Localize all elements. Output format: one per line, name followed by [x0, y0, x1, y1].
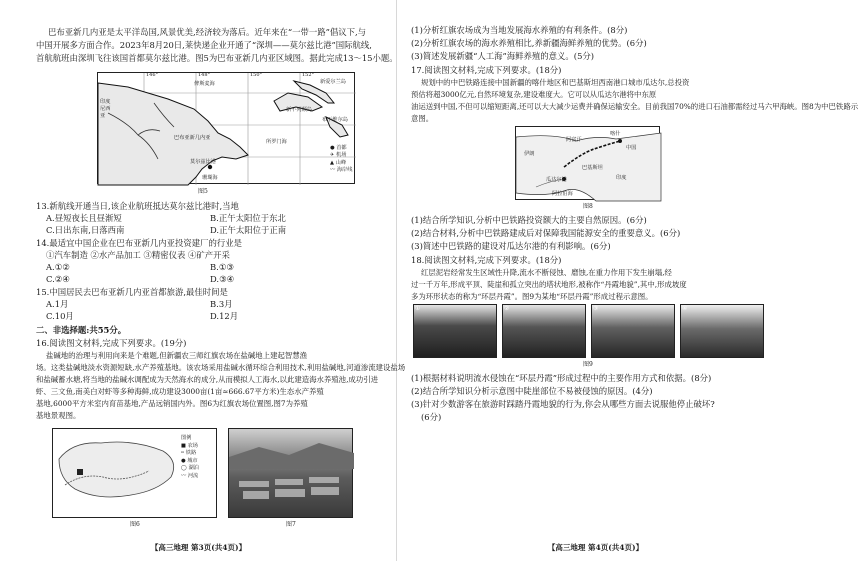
figure-7-photo	[228, 428, 353, 518]
section-heading: 二、非选择题:共55分。	[36, 325, 127, 335]
q17-sub: (1)结合所学知识,分析中巴铁路投资额大的主要自然原因。(6分)	[411, 215, 647, 225]
intro-line: 中国开展多方面合作。2023年8月20日,莱快递企业开通了“深圳——莫尔兹比港”国际航线,	[36, 40, 372, 50]
stage-label: ③	[593, 305, 599, 312]
map-label: 新不列颠岛	[286, 107, 312, 113]
question-16: 16.阅读图文材料,完成下列要求。(19分)	[36, 338, 187, 348]
map-label: 巴布亚新几内亚	[174, 135, 211, 141]
figure-5-map	[97, 72, 355, 184]
q16-body: 和盐碱蓄水塘,将当地的盐碱水调配成为天然海水的成分,从而模拟人工海水,以此建造海水养殖池,成功引进	[36, 375, 378, 384]
question-18: 18.阅读图文材料,完成下列要求。(18分)	[411, 255, 562, 265]
page-footer: 【高三地理 第3页(共4页)】	[150, 542, 247, 552]
figure-caption: 图7	[286, 521, 296, 528]
map-label: 中国	[626, 145, 637, 151]
option: A.昼短夜长且昼渐短	[46, 213, 122, 223]
stage-label: ①	[415, 305, 421, 312]
map-label: 阿富汗	[566, 137, 582, 143]
map-label: 莫尔兹比港	[190, 159, 216, 165]
q16-sub: (2)分析红旗农场的海水养殖相比,养新疆海鲜养殖的优势。(6分)	[411, 38, 647, 48]
map-6-legend: 图例 ■ 农场 ┅ 铁路 ● 城市 ◯ 湖泊 〰 河流	[181, 435, 199, 479]
map-5-svg	[98, 73, 356, 185]
legend-title: 图例	[181, 435, 192, 441]
map-label: 珊瑚海	[202, 175, 218, 181]
lon-label: 146°	[146, 72, 159, 78]
legend-rail: 铁路	[185, 450, 197, 457]
q18-sub: (6分)	[421, 412, 442, 422]
legend-farm: 农场	[187, 442, 198, 449]
q18-body: 红层泥岩经常发生区域性升降,流水不断侵蚀、磨蚀,在重力作用下发生崩塌,经	[421, 268, 672, 277]
q16-sub: (3)简述发展新疆“人工海”海鲜养殖的意义。(5分)	[411, 51, 595, 61]
legend-coast: 海岸线	[336, 166, 353, 173]
option: B.①③	[210, 262, 234, 272]
q17-body: 油运送到中国,不但可以缩短距离,还可以大大减少运费并确保运输安全。目前我国70%的进口石油都需经过马六甲海峡。图8为中巴铁路示	[411, 102, 858, 111]
stage-panel	[413, 304, 497, 358]
figure-caption: 图8	[583, 203, 593, 210]
option: A.①②	[46, 262, 70, 272]
figure-8-map	[515, 126, 660, 200]
legend-airport: 机场	[336, 152, 347, 159]
items: ①汽车制造 ②水产品加工 ③精密仪表 ④矿产开采	[46, 250, 230, 260]
q17-body: 意图。	[411, 114, 434, 123]
figure-caption: 图9	[583, 361, 593, 368]
option: A.1月	[46, 299, 69, 309]
figure-9-diagram	[413, 304, 765, 358]
q16-sub: (1)分析红旗农场成为当地发展海水养殖的有利条件。(8分)	[411, 25, 628, 35]
question-17: 17.阅读图文材料,完成下列要求。(18分)	[411, 65, 562, 75]
q18-sub: (3)针对少数游客在旅游时踩踏丹霞地貌的行为,你会从哪些方面去说服他停止破坏?	[411, 399, 715, 409]
legend-city: 城市	[187, 457, 198, 464]
map-legend: ● 首都 ✈ 机场 ▲ 山峰 〰 海岸线	[330, 145, 353, 173]
farm-marker	[77, 469, 83, 475]
map-8-svg	[516, 127, 661, 201]
q16-body: 基地,6000平方米室内育苗基地,产品远销国内外。图6为红旗农场位置图,图7为养殖	[36, 399, 308, 408]
q18-body: 多为环形状态的称为“环层丹霞”。图9为某地“环层丹霞”形成过程示意图。	[411, 292, 653, 301]
q16-body: 盐碱地的治理与利用向来是个难题,但新疆农三师红旗农场在盐碱地上建起智慧渔	[46, 351, 308, 360]
legend-capital: 首都	[336, 145, 347, 151]
map-label: 喀什	[610, 131, 621, 137]
map-label: 巴基斯坦	[582, 165, 603, 171]
lon-label: 150°	[250, 72, 263, 78]
figure-6-map	[52, 428, 217, 518]
option: D.12月	[210, 311, 239, 321]
map-label: 伊朗	[524, 151, 535, 157]
q17-sub: (2)结合材料,分析中巴铁路建成后对保障我国能源安全的重要意义。(6分)	[411, 228, 681, 238]
q16-body: 场。这类盐碱地淡水资源短缺,水产养殖基地。该农场采用盐碱水循环综合利用技术,利用盐碱地,河道渗流建设盐场	[36, 363, 406, 372]
q17-body: 规划中的中巴铁路连接中国新疆的喀什地区和巴基斯坦西南港口城市瓜达尔,总投资	[421, 78, 690, 87]
page-3	[0, 0, 406, 561]
q16-body: 基地景观图。	[36, 411, 81, 420]
photo-7-svg	[229, 429, 354, 519]
legend-lake: 湖泊	[188, 465, 199, 472]
q17-sub: (3)简述中巴铁路的建设对瓜达尔港的有利影响。(6分)	[411, 241, 611, 251]
page-footer: 【高三地理 第4页(共4页)】	[547, 542, 644, 552]
q16-body: 虾、三文鱼,南美白对虾等多种海鲜,成功建设3000亩(1亩≈666.67平方米)生态水产养殖	[36, 387, 324, 396]
q18-sub: (1)根据材料说明流水侵蚀在“环层丹霞”形成过程中的主要作用方式和依据。(8分)	[411, 373, 712, 383]
map-label: 俾斯麦海	[194, 81, 215, 87]
lon-label: 152°	[302, 72, 315, 78]
intro-line: 巴布亚新几内亚是太平洋岛国,风景优美,经济较为落后。近年来在“一带一路”倡议下,与	[48, 27, 367, 37]
stage-panel	[502, 304, 586, 358]
q17-body: 预估将超3000亿元,自然环境复杂,建设难度大。它可以从瓜达尔港将中东原	[411, 90, 657, 99]
q18-sub: (2)结合所学知识分析示意图中陡崖部位不易被侵蚀的原因。(4分)	[411, 386, 653, 396]
legend-peak: 山峰	[335, 159, 347, 166]
stage-label: ②	[504, 305, 510, 312]
map-label: 阿拉伯海	[552, 191, 573, 197]
question-14: 14.最适宜中国企业在巴布亚新几内亚投资建厂的行业是	[36, 238, 242, 248]
option: C.②④	[46, 274, 70, 284]
stage-panel	[680, 304, 764, 358]
stage-label: ④	[682, 305, 688, 312]
option: C.日出东南,日落西南	[46, 225, 125, 235]
stage-panel	[591, 304, 675, 358]
legend-river: 河流	[187, 472, 199, 479]
q18-body: 过一千万年,形成平顶、陡崖和孤立突出的塔状地形,被称作“丹霞地貌”,其中,形成坡度	[411, 280, 687, 289]
option: D.③④	[210, 274, 235, 284]
map-label: 印度	[616, 175, 627, 181]
map-label: 新爱尔兰岛	[320, 79, 346, 85]
map-label: 所罗门海	[266, 139, 287, 145]
page-4	[397, 0, 858, 561]
option: B.正午太阳位于东北	[210, 213, 286, 223]
map-label: 印度尼西亚	[100, 99, 111, 119]
option: C.10月	[46, 311, 74, 321]
intro-line: 首航航班由深圳飞往该国首都莫尔兹比港。图5为巴布亚新几内亚区域图。据此完成13～15小题。	[36, 53, 398, 63]
option: D.正午太阳位于正南	[210, 225, 287, 235]
option: B.3月	[210, 299, 233, 309]
lon-label: 148°	[198, 72, 211, 78]
map-label: 瓜达尔港	[546, 177, 567, 183]
figure-caption: 图6	[130, 521, 140, 528]
figure-caption: 图5	[198, 188, 208, 195]
question-13: 13.新航线开通当日,该企业航班抵达莫尔兹比港时,当地	[36, 201, 239, 211]
question-15: 15.中国居民去巴布亚新几内亚首都旅游,最佳时间是	[36, 287, 228, 297]
map-label: 布干维尔岛	[322, 117, 348, 123]
